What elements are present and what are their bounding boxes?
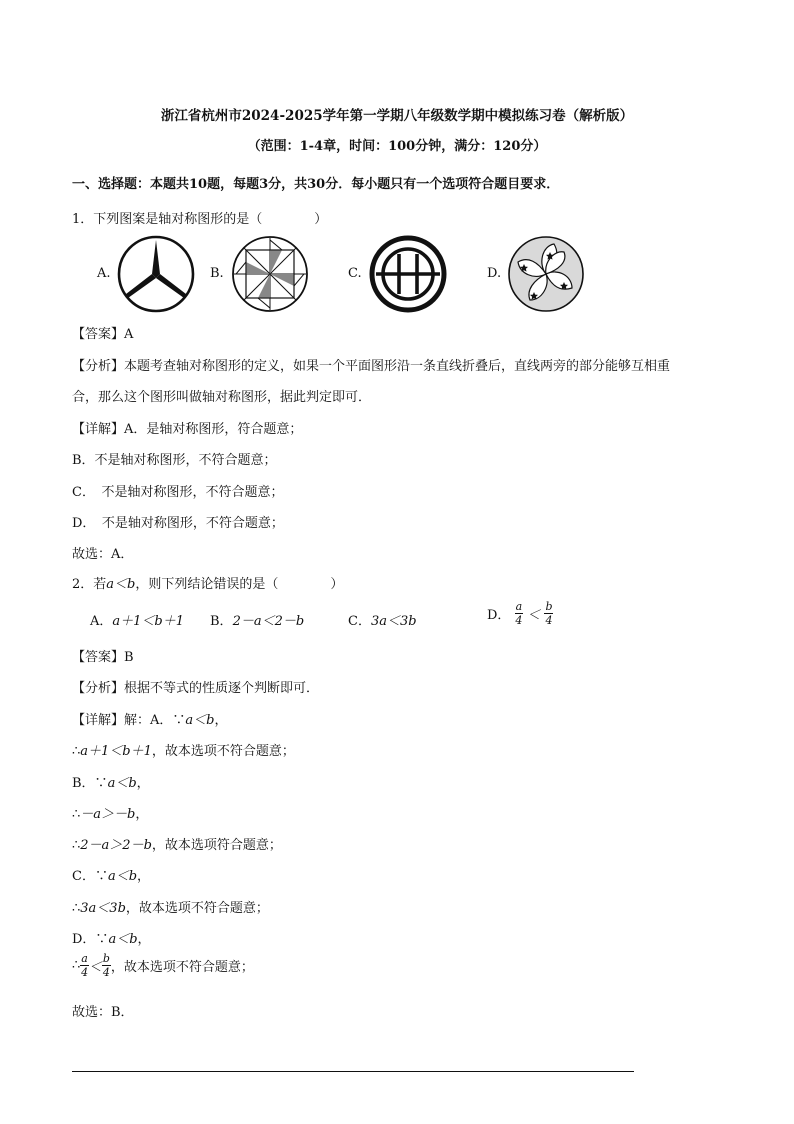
q2-stem-condition: a＜b [106, 577, 136, 592]
therefore-symbol: ∴ [72, 958, 81, 973]
q2-c-comma: ， [137, 869, 151, 884]
q2-d-fraction-a [80, 953, 89, 978]
q2-b-step1-tail: ， [135, 807, 149, 822]
q2-option-a-math: a＋1＜b＋1 [112, 614, 185, 629]
frac-numerator: b [545, 600, 553, 613]
q2-detail-prefix: 【详解】解：A．∵ [72, 713, 186, 728]
q2-d-comma: ， [137, 932, 151, 947]
q2-detail-b-premise [72, 772, 150, 791]
q2-b-prefix: B．∵ [72, 776, 108, 791]
frac-numerator: b [102, 952, 110, 965]
q1-detail-line2: B．不是轴对称图形，不符合题意； [72, 453, 277, 468]
frac-numerator: a [81, 952, 88, 965]
q1-conclusion: 故选：A． [72, 547, 134, 562]
frac-denominator: 4 [515, 614, 523, 627]
q1-option-d-label: D. [487, 266, 502, 281]
q1-answer: 【答案】A [72, 327, 134, 342]
q2-a-tail: ，故本选项不符合题意； [151, 744, 295, 759]
q2-detail-c-premise [72, 865, 150, 884]
q1-detail-line3: C． 不是轴对称图形，不符合题意； [72, 485, 284, 500]
q2-d-condition: a＜b [108, 932, 138, 947]
q2-d-prefix: D．∵ [72, 932, 109, 947]
q2-stem-suffix: ，则下列结论错误的是（ ） [135, 577, 344, 592]
q1-analysis-line2: 合，那么这个图形叫做轴对称图形，据此判定即可． [72, 390, 372, 405]
therefore-symbol: ∴ [72, 807, 81, 822]
q2-c-prefix: C．∵ [72, 869, 108, 884]
q2-option-a-label: A． [90, 614, 113, 629]
q2-option-b [210, 610, 304, 629]
therefore-symbol: ∴ [72, 744, 81, 759]
q1-option-c-figure [368, 234, 448, 314]
q2-detail-a-result [72, 740, 295, 759]
q2-analysis: 【分析】根据不等式的性质逐个判断即可． [72, 681, 320, 696]
q2-detail-b-step1 [72, 803, 148, 822]
therefore-symbol: ∴ [72, 838, 81, 853]
frac-numerator: a [515, 600, 523, 613]
q2-detail-d-premise [72, 928, 151, 947]
q2-b-comma: ， [136, 776, 150, 791]
q2-option-c-math: 3a＜3b [370, 614, 417, 629]
page-title: 浙江省杭州市2024-2025学年第一学期八年级数学期中模拟练习卷（解析版） [160, 108, 634, 124]
q2-option-d [487, 601, 553, 626]
frac-denominator: 4 [545, 614, 553, 627]
q2-option-d-lt: ＜ [527, 608, 541, 623]
q2-detail-d-result [72, 953, 254, 978]
q2-c-math: 3a＜3b [80, 901, 126, 916]
q2-option-a [90, 610, 184, 629]
q2-b-step2-tail: ，故本选项符合题意； [151, 838, 282, 853]
q2-c-condition: a＜b [107, 869, 138, 884]
frac-denominator: 4 [81, 966, 89, 979]
q1-stem: 1．下列图案是轴对称图形的是（ ） [72, 212, 328, 227]
q1-detail-line4: D． 不是轴对称图形，不符合题意； [72, 516, 284, 531]
q2-d-tail: ，故本选项不符合题意； [110, 960, 254, 975]
q1-option-b-figure [230, 234, 310, 314]
q2-detail-a-premise [72, 709, 227, 728]
section-heading: 一、选择题：本题共10题，每题3分，共30分．每小题只有一个选项符合题目要求． [72, 177, 560, 192]
q2-stem [72, 573, 343, 592]
q2-d-fraction-b [102, 953, 111, 978]
q2-d-lt: ＜ [88, 960, 102, 975]
q2-detail-b-step2 [72, 834, 282, 853]
q2-conclusion: 故选：B． [72, 1005, 134, 1020]
q2-option-d-fraction-b [544, 601, 553, 626]
q1-option-a-figure [116, 234, 196, 314]
q2-option-b-math: 2－a＜2－b [232, 614, 305, 629]
footer-rule [72, 1071, 634, 1072]
q2-option-c [348, 610, 417, 629]
q1-option-c-label: C. [348, 266, 362, 281]
q2-answer: 【答案】B [72, 650, 134, 665]
q2-b-condition: a＜b [107, 776, 137, 791]
q2-c-tail: ，故本选项不符合题意； [125, 901, 269, 916]
q2-option-d-fraction-a [515, 601, 524, 626]
q2-a-math: a＋1＜b＋1 [80, 744, 152, 759]
q1-option-d-figure [506, 234, 586, 314]
q2-option-c-label: C． [348, 614, 371, 629]
q2-detail-condition: a＜b [185, 713, 215, 728]
q2-b-step2-math: 2－a＞2－b [80, 838, 152, 853]
q2-detail-comma: ， [214, 713, 228, 728]
q2-b-step1-math: －a＞－b [80, 807, 136, 822]
frac-denominator: 4 [102, 966, 110, 979]
q2-detail-c-result [72, 897, 269, 916]
q2-option-b-label: B． [210, 614, 233, 629]
exam-scope: （范围：1-4章，时间：100分钟，满分：120分） [247, 139, 547, 154]
q1-option-b-label: B. [210, 266, 224, 281]
q2-stem-prefix: 2．若 [72, 577, 107, 592]
q1-option-a-label: A. [97, 266, 111, 281]
q2-option-d-label: D． [487, 608, 511, 623]
q1-detail-line1: 【详解】A．是轴对称图形，符合题意； [72, 422, 303, 437]
therefore-symbol: ∴ [72, 901, 81, 916]
q1-analysis-line1: 【分析】本题考查轴对称图形的定义，如果一个平面图形沿一条直线折叠后，直线两旁的部分能够互相重 [72, 359, 671, 374]
